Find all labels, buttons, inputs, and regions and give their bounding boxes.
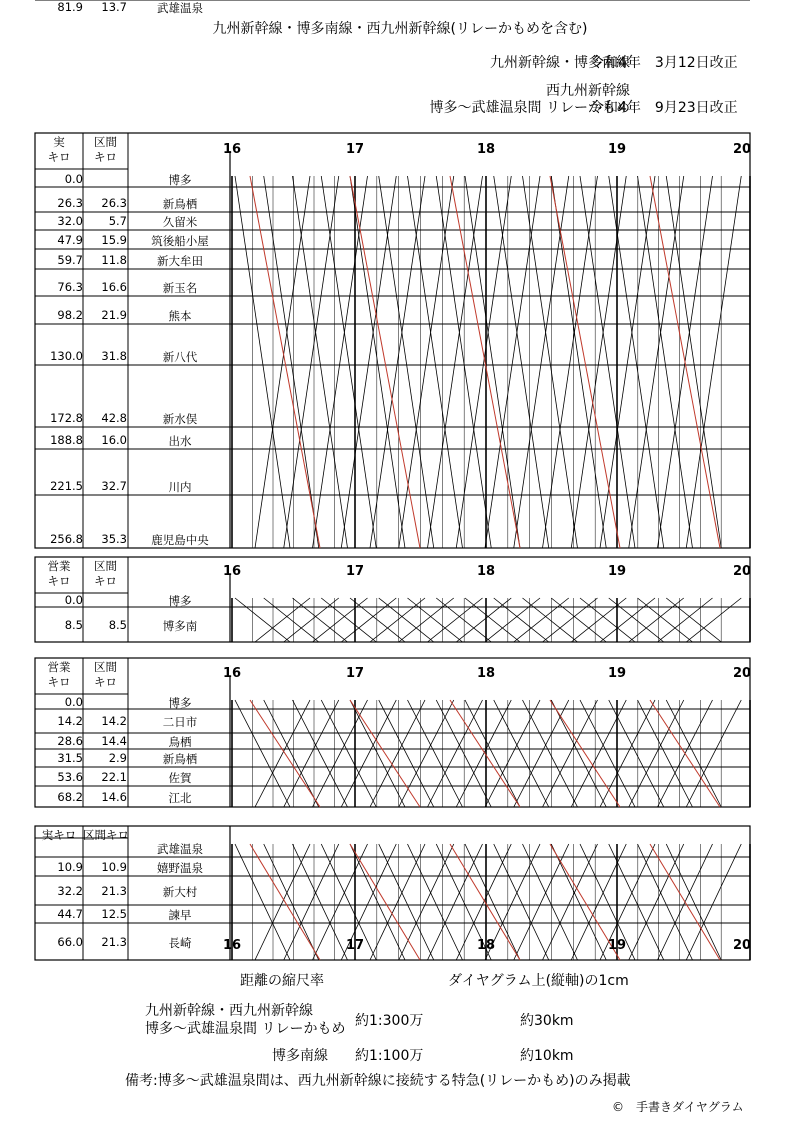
station-section-km: 32.7 <box>101 479 127 493</box>
station-name: 鹿児島中央 <box>151 533 209 547</box>
scale-heading: 距離の縮尺率 <box>240 973 324 989</box>
station-name: 鳥栖 <box>168 735 192 749</box>
station-row <box>0 714 800 730</box>
station-name: 武雄温泉 <box>157 1 203 15</box>
station-name: 博多 <box>168 593 192 608</box>
station-name: 博多 <box>168 172 192 187</box>
station-name: 久留米 <box>162 215 198 229</box>
station-km: 130.0 <box>50 349 83 363</box>
revision-date: 令和4年 3月12日改正 <box>590 55 738 71</box>
hour-label: 20 <box>732 938 752 953</box>
station-km: 0.0 <box>64 694 83 709</box>
hour-label: 17 <box>345 142 365 157</box>
station-section-km: 14.2 <box>101 714 127 728</box>
station-row <box>0 253 800 269</box>
scale-line1a: 九州新幹線・西九州新幹線 <box>145 1003 313 1019</box>
revision-label: 西九州新幹線 <box>546 83 630 99</box>
station-km: 81.9 <box>57 0 83 14</box>
station-row <box>0 433 800 449</box>
copyright: © 手書きダイヤグラム <box>612 1100 744 1114</box>
scale-ratio2: 約1:100万 <box>355 1048 424 1064</box>
hour-label: 18 <box>476 666 496 681</box>
station-row <box>0 935 800 951</box>
page-title: 九州新幹線・博多南線・西九州新幹線(リレーかもめを含む) <box>212 21 588 37</box>
hour-label: 19 <box>607 564 627 579</box>
hour-label: 17 <box>345 564 365 579</box>
station-row <box>0 349 800 365</box>
header-km: 実 キロ <box>47 135 71 164</box>
station-section-km: 42.8 <box>101 411 127 425</box>
station-km: 32.0 <box>57 214 83 228</box>
station-name: 川内 <box>168 480 192 494</box>
revision-label: 博多～武雄温泉間 リレーかもめ <box>429 100 630 116</box>
station-row <box>0 860 800 876</box>
station-row <box>0 0 800 16</box>
station-row <box>0 593 800 609</box>
scale-dist1: 約30km <box>520 1013 574 1029</box>
station-row <box>0 907 800 923</box>
station-name: 筑後船小屋 <box>151 234 209 248</box>
hour-label: 16 <box>222 666 242 681</box>
station-name: 新鳥栖 <box>162 752 198 766</box>
header-km: 実キロ <box>41 828 77 842</box>
station-row <box>0 172 800 188</box>
hour-label: 19 <box>607 142 627 157</box>
station-section-km: 16.0 <box>101 433 127 447</box>
station-row <box>0 233 800 249</box>
hour-label: 18 <box>476 142 496 157</box>
station-km: 28.6 <box>57 734 83 748</box>
station-section-km: 13.7 <box>101 0 127 14</box>
station-km: 0.0 <box>64 592 83 607</box>
station-name: 新玉名 <box>162 281 198 295</box>
station-row <box>0 308 800 324</box>
station-row <box>0 790 800 806</box>
station-section-km: 16.6 <box>101 280 127 294</box>
header-km: 営業 キロ <box>47 660 71 689</box>
station-name: 佐賀 <box>168 770 192 785</box>
station-row <box>0 751 800 767</box>
hour-label: 17 <box>345 666 365 681</box>
station-section-km: 35.3 <box>101 532 127 546</box>
station-row <box>0 280 800 296</box>
hour-label: 18 <box>476 564 496 579</box>
station-row <box>0 841 800 857</box>
station-km: 26.3 <box>57 196 83 210</box>
hour-label: 16 <box>222 142 242 157</box>
station-section-km: 26.3 <box>101 196 127 210</box>
station-name: 武雄温泉 <box>157 841 203 856</box>
hour-label: 19 <box>607 666 627 681</box>
station-section-km: 14.6 <box>101 789 127 804</box>
remark: 備考:博多～武雄温泉間は、西九州新幹線に接続する特急(リレーかもめ)のみ掲載 <box>125 1073 631 1089</box>
station-row <box>0 618 800 634</box>
scale-line2: 博多南線 <box>272 1048 328 1064</box>
header-section-km: 区間キロ <box>83 828 129 842</box>
station-km: 98.2 <box>57 308 83 322</box>
revision-label: 九州新幹線・博多南線 <box>490 55 630 71</box>
revision-date: 令和4年 9月23日改正 <box>590 100 738 116</box>
station-name: 新八代 <box>162 350 198 364</box>
station-row <box>0 214 800 230</box>
station-name: 嬉野温泉 <box>157 860 203 875</box>
station-km: 0.0 <box>64 171 83 186</box>
scale-ratio1: 約1:300万 <box>355 1013 424 1029</box>
station-name: 諫早 <box>168 908 192 922</box>
station-section-km: 8.5 <box>108 617 127 632</box>
hour-label: 20 <box>732 666 752 681</box>
station-section-km: 31.8 <box>101 349 127 363</box>
station-km: 44.7 <box>57 907 83 921</box>
hour-label: 20 <box>732 142 752 157</box>
station-row <box>0 411 800 427</box>
station-section-km: 10.9 <box>101 859 127 874</box>
station-section-km: 21.3 <box>101 934 127 949</box>
station-name: 新大牟田 <box>157 254 203 268</box>
station-name: 出水 <box>168 434 192 448</box>
station-name: 博多 <box>168 695 192 710</box>
header-section-km: 区間 キロ <box>94 660 117 689</box>
station-section-km: 2.9 <box>108 751 127 765</box>
station-section-km: 14.4 <box>101 734 127 748</box>
station-name: 二日市 <box>162 715 198 729</box>
station-name: 長崎 <box>168 935 192 950</box>
station-km: 53.6 <box>57 769 83 784</box>
station-section-km: 15.9 <box>101 233 127 247</box>
station-km: 188.8 <box>50 433 83 447</box>
header-section-km: 区間 キロ <box>94 559 117 588</box>
station-km: 66.0 <box>57 934 83 949</box>
hour-label: 19 <box>607 938 627 953</box>
scale-note: ダイヤグラム上(縦軸)の1cm <box>448 973 629 989</box>
station-section-km: 11.8 <box>101 253 127 267</box>
station-km: 32.2 <box>57 883 83 898</box>
station-name: 江北 <box>168 790 192 805</box>
scale-dist2: 約10km <box>520 1048 574 1064</box>
station-km: 31.5 <box>57 751 83 765</box>
hour-label: 17 <box>345 938 365 953</box>
station-section-km: 12.5 <box>101 907 127 921</box>
station-section-km: 21.3 <box>101 883 127 898</box>
station-km: 14.2 <box>57 714 83 728</box>
scale-line1b: 博多～武雄温泉間 リレーかもめ <box>145 1021 346 1037</box>
station-km: 172.8 <box>50 411 83 425</box>
hour-label: 16 <box>222 564 242 579</box>
station-section-km: 21.9 <box>101 308 127 322</box>
header-km: 営業 キロ <box>47 559 71 588</box>
station-name: 新鳥栖 <box>162 197 198 211</box>
hour-label: 16 <box>222 938 242 953</box>
station-row <box>0 479 800 495</box>
station-row <box>0 196 800 212</box>
station-name: 新水俣 <box>162 412 198 426</box>
station-row <box>0 770 800 786</box>
station-section-km: 5.7 <box>108 214 127 228</box>
station-km: 68.2 <box>57 789 83 804</box>
station-section-km: 22.1 <box>101 769 127 784</box>
station-km: 47.9 <box>57 233 83 247</box>
station-name: 新大村 <box>162 884 198 899</box>
station-name: 熊本 <box>168 309 192 323</box>
station-name: 博多南 <box>162 618 198 633</box>
hour-label: 18 <box>476 938 496 953</box>
station-row <box>0 695 800 711</box>
station-row <box>0 734 800 750</box>
station-km: 256.8 <box>50 532 83 546</box>
hour-label: 20 <box>732 564 752 579</box>
station-km: 10.9 <box>57 859 83 874</box>
station-km: 76.3 <box>57 280 83 294</box>
station-km: 221.5 <box>50 479 83 493</box>
station-km: 8.5 <box>64 617 83 632</box>
station-km: 59.7 <box>57 253 83 267</box>
station-row <box>0 884 800 900</box>
station-row <box>0 532 800 548</box>
header-section-km: 区間 キロ <box>94 135 117 164</box>
